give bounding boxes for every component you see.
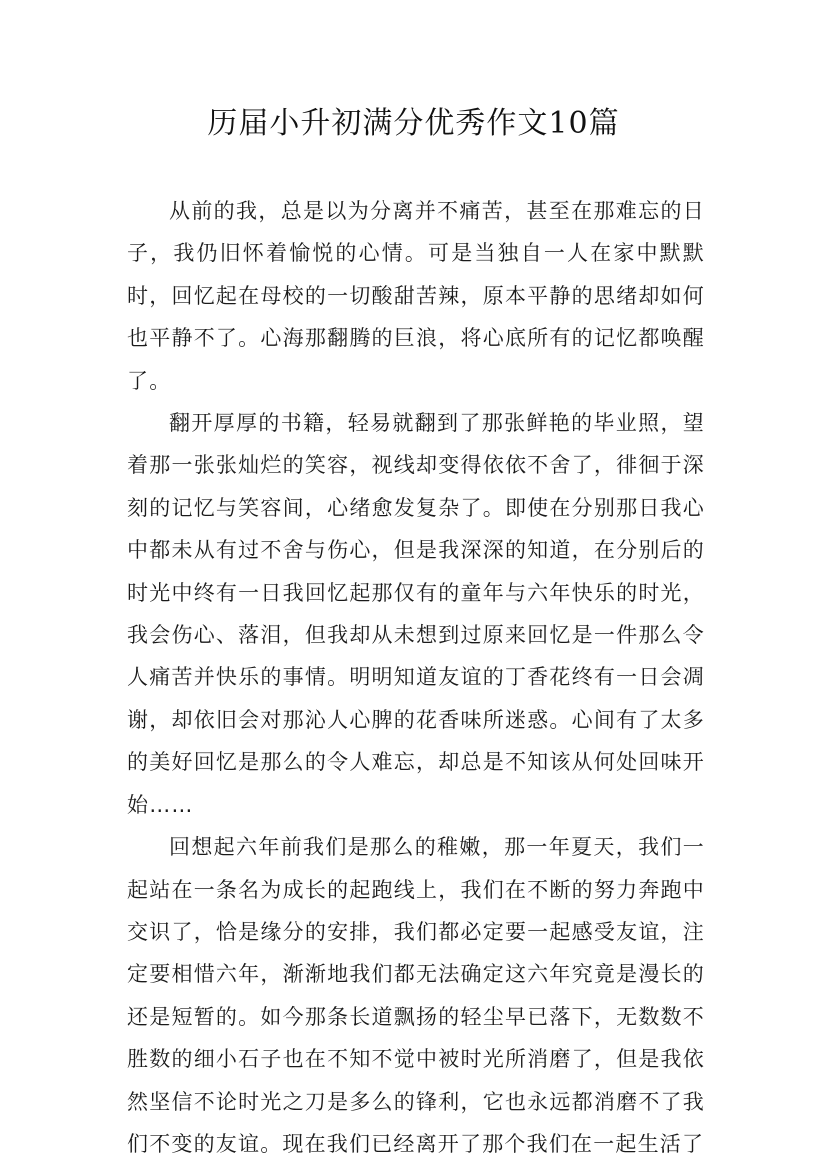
document-body — [127, 190, 705, 1165]
paragraph-3: 回想起六年前我们是那么的稚嫩，那一年夏天，我们一起站在一条名为成长的起跑线上，我们在不断的努力奔跑中交识了，恰是缘分的安排，我们都必定要一起感受友谊，注定要相惜六年，渐渐地我们都无法确定这六年究竟是漫长的还是短暂的。如今那条长道飘扬的轻尘早已落下，无数数不胜数的细小石子也在不知不觉中被时光所消磨了，但是我依然坚信不论时光之刀是多么的锋利，它也永远都消磨不了我们不变的友谊。现在我们已经离开了那个我们在一起生活了 — [127, 835, 705, 1156]
paragraph-1: 从前的我，总是以为分离并不痛苦，甚至在那难忘的日子，我仍旧怀着愉悦的心情。可是当独自一人在家中默默时，回忆起在母校的一切酸甜苦辣，原本平静的思绪却如何也平静不了。心海那翻腾的巨浪，将心底所有的记忆都唤醒了。 — [127, 199, 705, 393]
document-title: 历届小升初满分优秀作文10篇 — [207, 106, 620, 141]
paragraph-2: 翻开厚厚的书籍，轻易就翻到了那张鲜艳的毕业照，望着那一张张灿烂的笑容，视线却变得依依不舍了，徘徊于深刻的记忆与笑容间，心绪愈发复杂了。即使在分别那日我心中都未从有过不舍与伤心，但是我深深的知道，在分别后的时光中终有一日我回忆起那仅有的童年与六年快乐的时光，我会伤心、落泪，但我却从未想到过原来回忆是一件那么令人痛苦并快乐的事情。明明知道友谊的丁香花终有一日会凋谢，却依旧会对那沁人心脾的花香味所迷惑。心间有了太多的美好回忆是那么的令人难忘，却总是不知该从何处回味开始…… — [127, 411, 705, 817]
